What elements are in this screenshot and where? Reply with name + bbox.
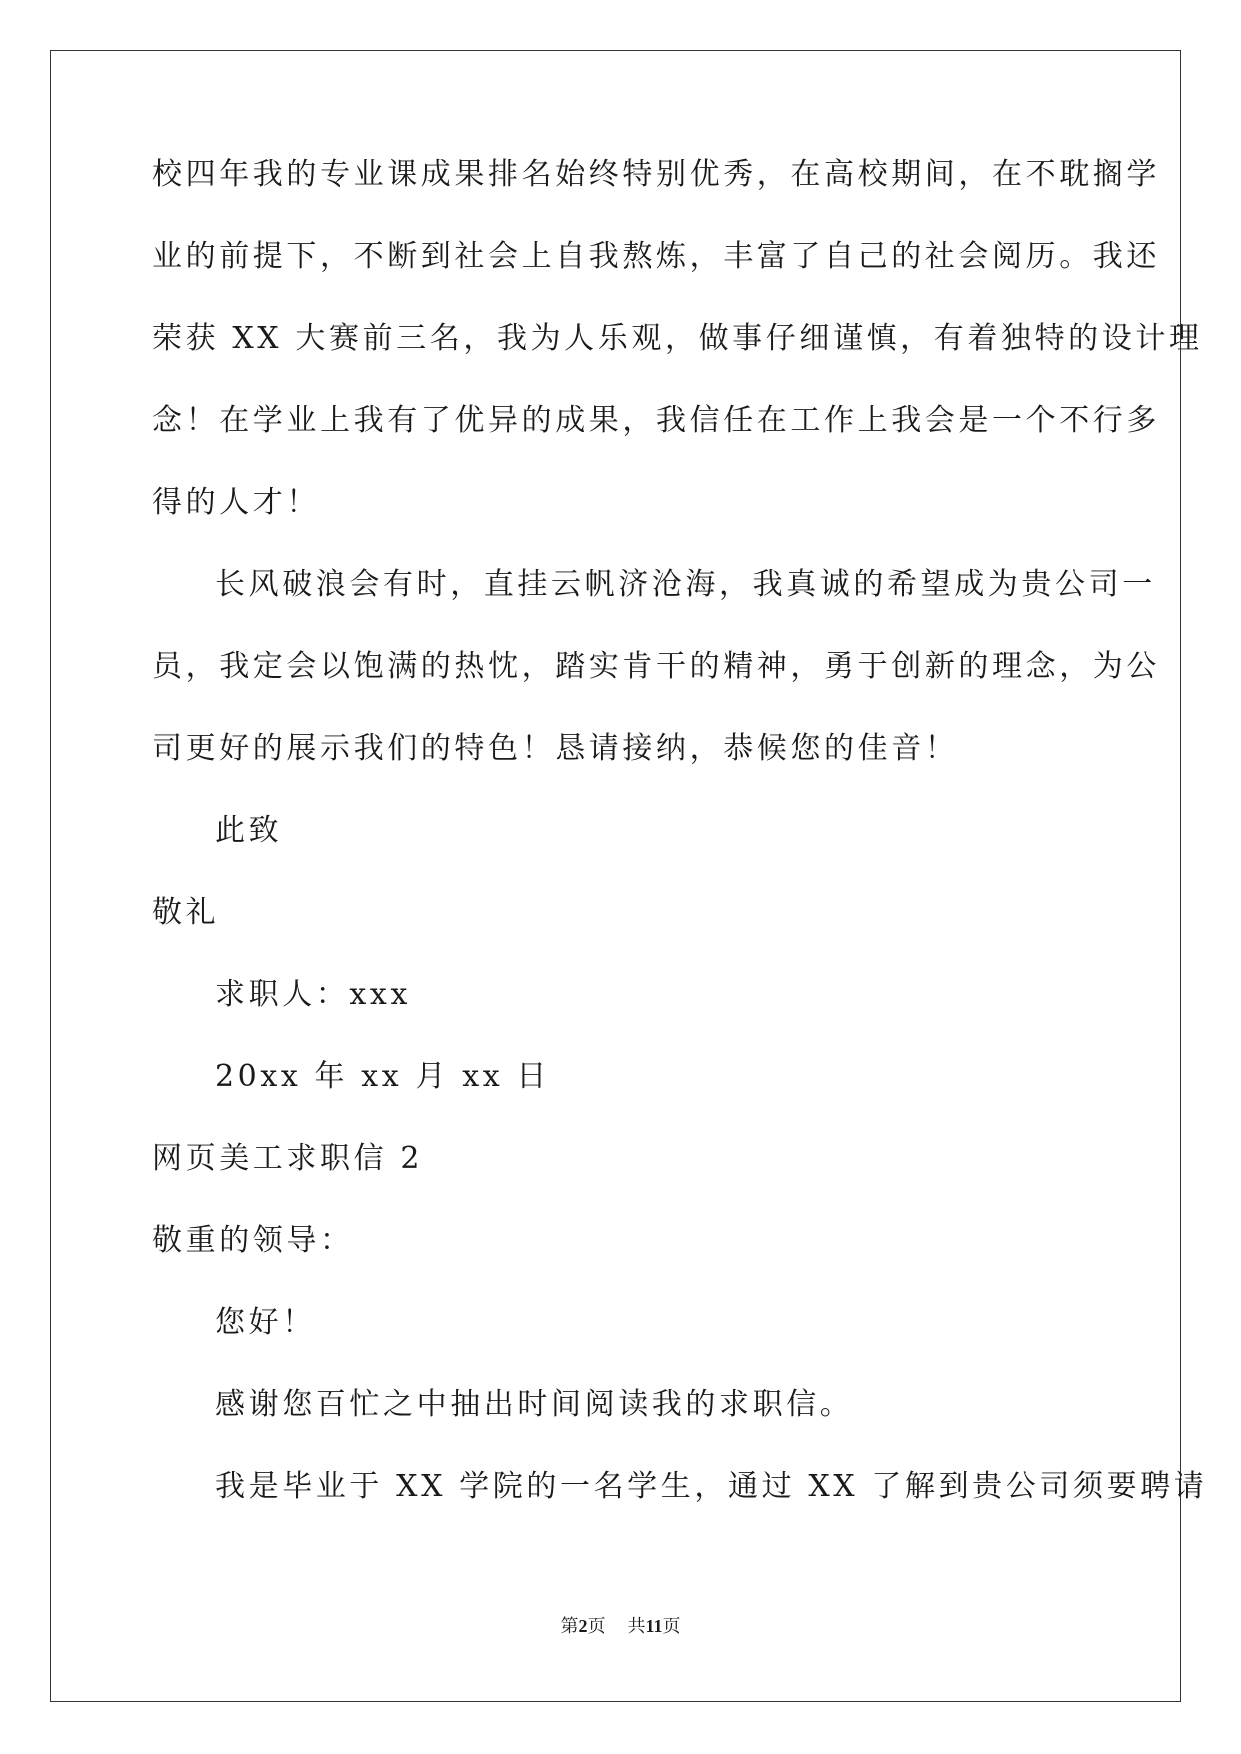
paragraph-start-line: 我是毕业于 XX 学院的一名学生，通过 XX 了解到贵公司须要聘请 — [215, 1469, 1208, 1504]
signature-date: 20xx 年 xx 月 xx 日 — [215, 1059, 550, 1094]
paragraph-start-line: 感谢您百忙之中抽出时间阅读我的求职信。 — [215, 1387, 854, 1422]
paragraph-start-line: 长风破浪会有时，直挂云帆济沧海，我真诚的希望成为贵公司一 — [215, 567, 1156, 602]
signature-applicant: 求职人：xxx — [215, 977, 411, 1012]
document-body — [152, 157, 1208, 1554]
text-line: 业的前提下，不断到社会上自我熬炼，丰富了自己的社会阅历。我还 — [152, 239, 1160, 274]
section-title: 网页美工求职信 2 — [152, 1141, 424, 1176]
text-line: 校四年我的专业课成果排名始终特别优秀，在高校期间，在不耽搁学 — [152, 157, 1160, 192]
page-footer — [0, 1616, 1241, 1637]
greeting-recipient: 敬重的领导： — [152, 1223, 354, 1258]
total-prefix: 共 — [627, 1616, 646, 1637]
total-pages: 11 — [645, 1616, 663, 1636]
greeting-hello: 您好！ — [215, 1305, 316, 1340]
closing-regards: 敬礼 — [152, 895, 220, 930]
text-line: 得的人才！ — [152, 485, 320, 520]
text-line: 员，我定会以饱满的热忱，踏实肯干的精神，勇于创新的理念，为公 — [152, 649, 1160, 684]
text-line: 念！在学业上我有了优异的成果，我信任在工作上我会是一个不行多 — [152, 403, 1160, 438]
closing-salutation: 此致 — [215, 813, 283, 848]
page-suffix: 页 — [587, 1616, 606, 1637]
text-line: 荣获 XX 大赛前三名，我为人乐观，做事仔细谨慎，有着独特的设计理 — [152, 321, 1203, 356]
page-number: 2 — [578, 1616, 588, 1636]
page-prefix: 第 — [560, 1616, 579, 1637]
total-suffix: 页 — [662, 1616, 681, 1637]
text-line: 司更好的展示我们的特色！恳请接纳，恭候您的佳音！ — [152, 731, 959, 766]
